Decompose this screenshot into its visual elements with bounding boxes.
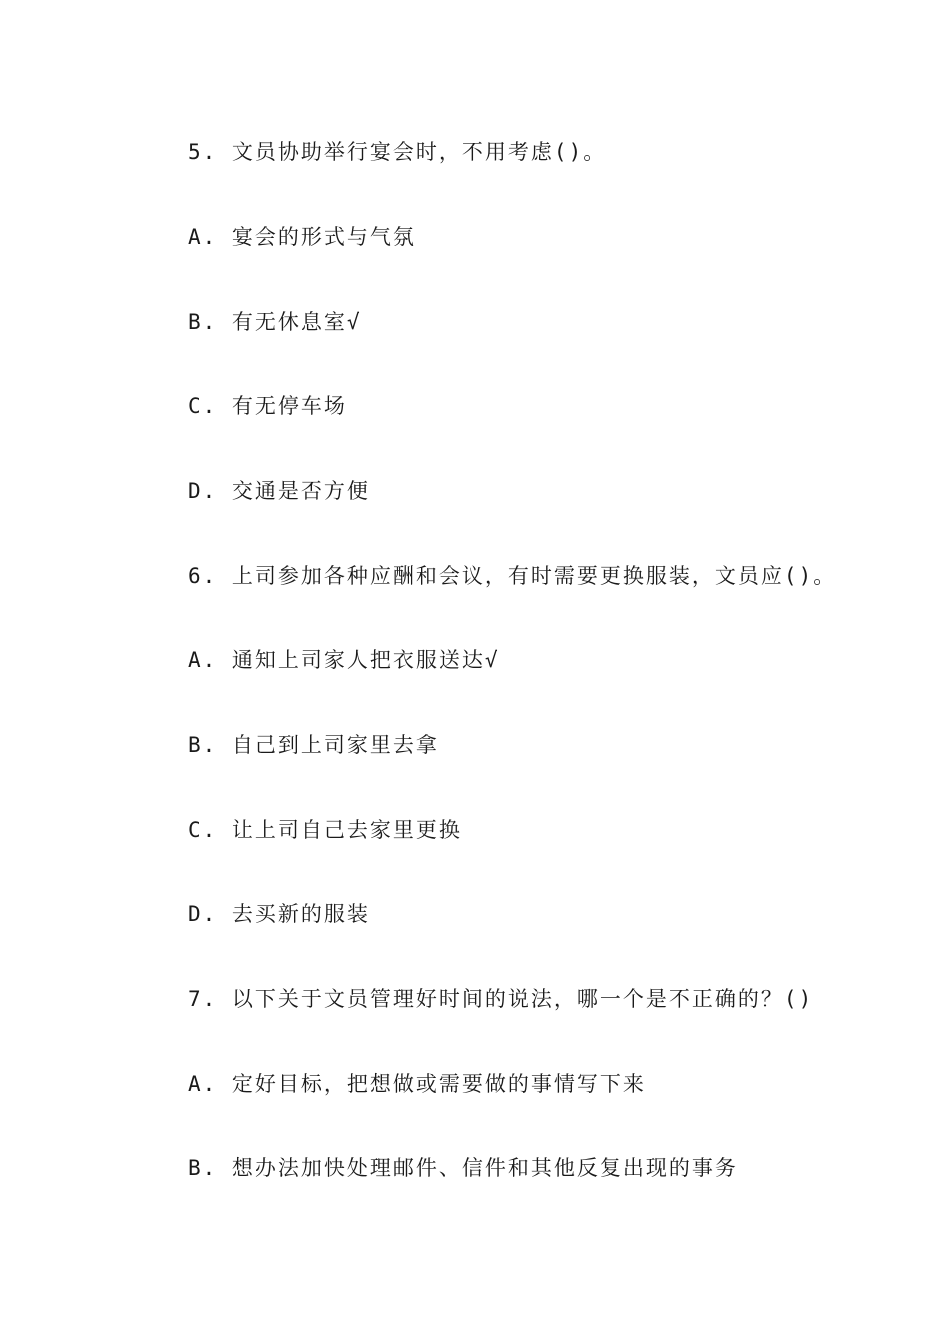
question-7: 7. 以下关于文员管理好时间的说法，哪一个是不正确的？() bbox=[188, 987, 814, 1011]
question-7-option-a: A. 定好目标，把想做或需要做的事情写下来 bbox=[188, 1072, 646, 1096]
question-5-option-d: D. 交通是否方便 bbox=[188, 479, 370, 503]
question-5-option-a: A. 宴会的形式与气氛 bbox=[188, 225, 416, 249]
question-6-option-b: B. 自己到上司家里去拿 bbox=[188, 733, 439, 757]
question-5: 5. 文员协助举行宴会时，不用考虑()。 bbox=[188, 140, 607, 164]
question-6: 6. 上司参加各种应酬和会议，有时需要更换服装，文员应()。 bbox=[188, 564, 837, 588]
question-6-option-d: D. 去买新的服装 bbox=[188, 902, 370, 926]
question-7-option-b: B. 想办法加快处理邮件、信件和其他反复出现的事务 bbox=[188, 1156, 738, 1180]
question-6-option-c: C. 让上司自己去家里更换 bbox=[188, 818, 462, 842]
question-6-option-a: A. 通知上司家人把衣服送达√ bbox=[188, 648, 500, 672]
question-5-option-c: C. 有无停车场 bbox=[188, 394, 347, 418]
question-5-option-b: B. 有无休息室√ bbox=[188, 310, 362, 334]
